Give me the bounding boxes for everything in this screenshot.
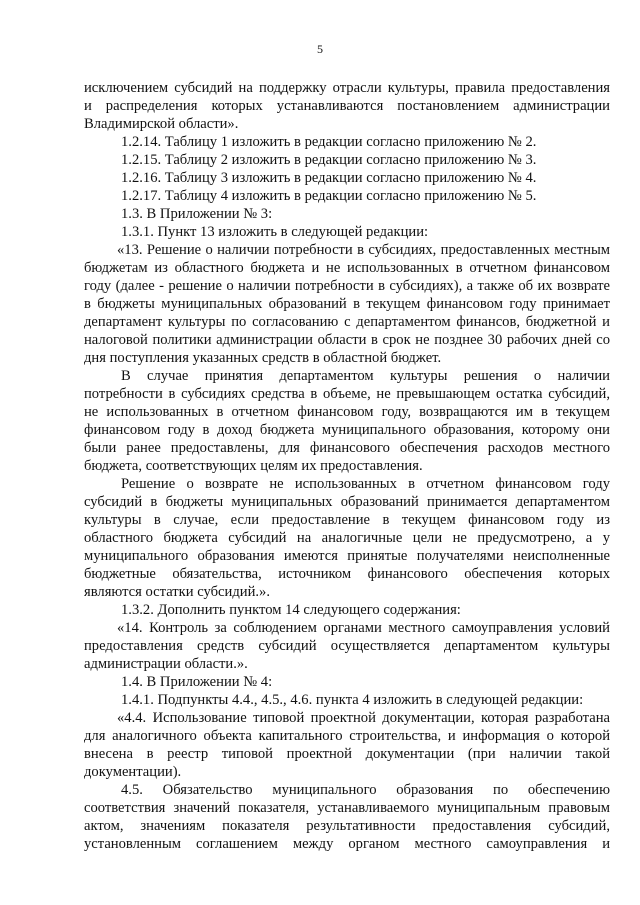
text-line: 1.2.16. Таблицу 3 изложить в редакции согласно приложению № 4. [121, 170, 537, 186]
text-line: не использованных в отчетном финансовом году, возвращаются им в текущем [84, 404, 610, 420]
text-line: внесена в реестр типовой проектной документации (при наличии такой [84, 746, 610, 762]
text-line: 4.5. Обязательство муниципального образования по обеспечению [121, 782, 610, 798]
text-line: 1.3. В Приложении № 3: [121, 206, 273, 222]
text-line: соответствия значений показателя, устанавливаемого муниципальным правовым [84, 800, 610, 816]
text-line: и распределения которых устанавливаются постановлением администрации [84, 98, 610, 114]
text-line: являются остатки субсидий.». [84, 584, 270, 600]
text-line: департамент культуры по согласованию с департаментом финансов, бюджетной и [84, 314, 610, 330]
text-line: установленным соглашением между органом местного самоуправления и [84, 836, 610, 852]
text-line: 1.2.17. Таблицу 4 изложить в редакции согласно приложению № 5. [121, 188, 537, 204]
page-number: 5 [317, 42, 323, 56]
text-line: 1.4.1. Подпункты 4.4., 4.5., 4.6. пункта 4 изложить в следующей редакции: [121, 692, 584, 708]
text-line: 1.3.2. Дополнить пунктом 14 следующего содержания: [121, 602, 461, 618]
text-line: бюджетные обязательства, источником финансового обеспечения которых [84, 566, 610, 582]
text-line: В случае принятия департаментом культуры решения о наличии [121, 368, 610, 384]
text-line: 1.2.14. Таблицу 1 изложить в редакции согласно приложению № 2. [121, 134, 537, 150]
text-line: финансовом году в доход бюджета муниципального образования, которому они [84, 422, 610, 438]
text-line: потребности в субсидиях средства в объеме, не превышающем остатка субсидий, [84, 386, 610, 402]
text-line: налоговой политики администрации области в срок не позднее 30 рабочих дней со [84, 332, 610, 348]
text-line: бюджета, соответствующих целям их предоставления. [84, 458, 423, 474]
text-line: 1.2.15. Таблицу 2 изложить в редакции согласно приложению № 3. [121, 152, 537, 168]
text-line: муниципального образования имеются принятые получателями неисполненные [84, 548, 610, 564]
text-line: Владимирской области». [84, 116, 239, 132]
text-line: субсидий в бюджеты муниципальных образований принимается департаментом [84, 494, 610, 510]
text-line: были ранее предоставлены, для финансового обеспечения расходов местного [84, 440, 610, 456]
text-line: документации). [84, 764, 182, 780]
text-line: предоставления средств субсидий осуществляется департаментом культуры [84, 638, 610, 654]
text-line: исключением субсидий на поддержку отрасли культуры, правила предоставления [84, 80, 610, 96]
text-line: администрации области.». [84, 656, 248, 672]
text-line: актом, значениям показателя результативности предоставления субсидий, [84, 818, 610, 834]
text-line: году (далее - решение о наличии потребности в субсидиях), а также об их возврате [84, 278, 610, 294]
text-line: для аналогичного объекта капитального строительства, и информация о которой [84, 728, 610, 744]
text-line: бюджетам из областного бюджета и не использованных в отчетном финансовом [84, 260, 610, 276]
text-line: дня поступления указанных средств в областной бюджет. [84, 350, 442, 366]
text-line: областного бюджета субсидий на аналогичные цели не предусмотрено, а у [84, 530, 610, 546]
text-line: «13. Решение о наличии потребности в субсидиях, предоставленных местным [117, 242, 610, 258]
text-line: 1.4. В Приложении № 4: [121, 674, 273, 690]
text-line: в бюджеты муниципальных образований в текущем финансовом году принимает [84, 296, 610, 312]
text-line: культуры в случае, если предоставление в текущем финансовом году из [84, 512, 610, 528]
text-line: «4.4. Использование типовой проектной документации, которая разработана [117, 710, 610, 726]
text-line: Решение о возврате не использованных в отчетном финансовом году [121, 476, 610, 492]
text-line: «14. Контроль за соблюдением органами местного самоуправления условий [117, 620, 610, 636]
text-line: 1.3.1. Пункт 13 изложить в следующей редакции: [121, 224, 429, 240]
